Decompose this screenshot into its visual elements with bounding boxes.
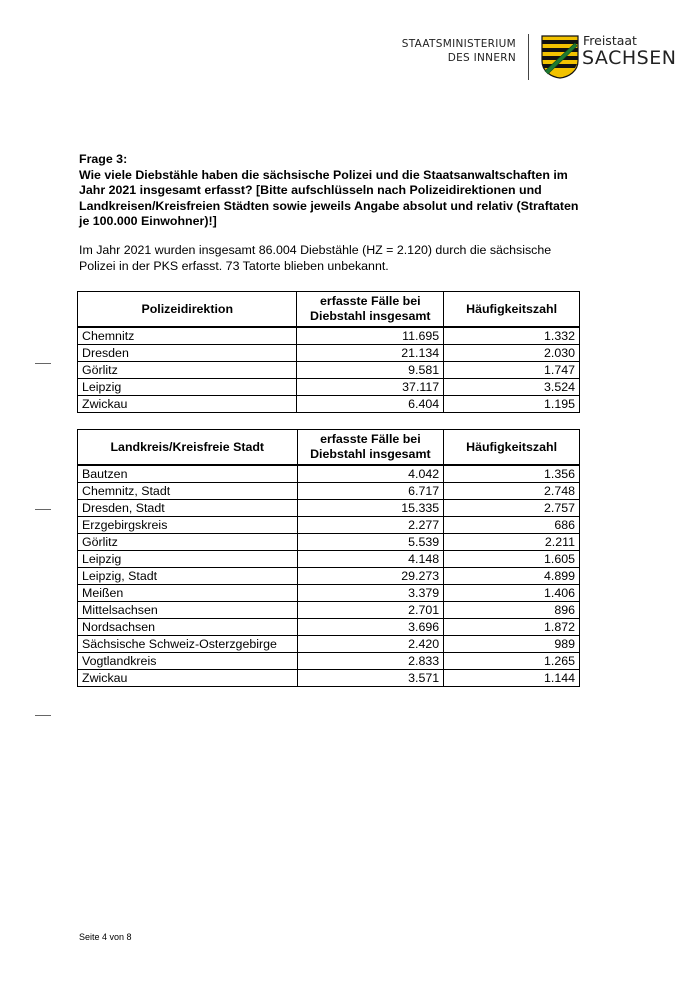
ministry-name (366, 37, 516, 65)
page-number: Seite 4 von 8 (79, 932, 132, 942)
cases-cell: 4.042 (297, 465, 444, 483)
cases-cell: 11.695 (297, 327, 444, 345)
region-cell: Sächsische Schweiz-Osterzgebirge (78, 636, 298, 653)
table-row (78, 653, 580, 670)
state-label-large: SACHSEN (582, 47, 677, 69)
question-block (79, 152, 584, 230)
region-cell: Zwickau (78, 396, 297, 413)
frequency-cell: 2.757 (444, 500, 580, 517)
margin-mark (35, 715, 51, 716)
table-row (78, 534, 580, 551)
region-cell: Nordsachsen (78, 619, 298, 636)
table-row (78, 345, 580, 362)
question-label: Frage 3: (79, 152, 128, 166)
cases-cell: 5.539 (297, 534, 444, 551)
state-label-small: Freistaat (583, 33, 637, 48)
frequency-cell: 896 (444, 602, 580, 619)
table-row (78, 362, 580, 379)
frequency-cell: 1.144 (444, 670, 580, 687)
frequency-cell: 2.748 (444, 483, 580, 500)
frequency-cell: 2.211 (444, 534, 580, 551)
column-header: erfasste Fälle bei Diebstahl insgesamt (297, 292, 444, 328)
cases-cell: 3.696 (297, 619, 444, 636)
cases-cell: 9.581 (297, 362, 444, 379)
cases-cell: 2.277 (297, 517, 444, 534)
cases-cell: 4.148 (297, 551, 444, 568)
region-cell: Zwickau (78, 670, 298, 687)
table-header-row (78, 292, 580, 328)
table-row (78, 327, 580, 345)
cases-cell: 29.273 (297, 568, 444, 585)
table-row (78, 379, 580, 396)
region-cell: Görlitz (78, 534, 298, 551)
region-cell: Dresden (78, 345, 297, 362)
region-cell: Vogtlandkreis (78, 653, 298, 670)
cases-cell: 2.420 (297, 636, 444, 653)
table-row (78, 602, 580, 619)
table-landkreis (77, 429, 580, 687)
saxony-crest-icon (541, 35, 579, 79)
region-cell: Meißen (78, 585, 298, 602)
table-row (78, 500, 580, 517)
frequency-cell: 1.265 (444, 653, 580, 670)
table-row (78, 517, 580, 534)
cases-cell: 15.335 (297, 500, 444, 517)
table-row (78, 585, 580, 602)
region-cell: Bautzen (78, 465, 298, 483)
ministry-line-1: STAATSMINISTERIUM (401, 38, 516, 50)
frequency-cell: 3.524 (444, 379, 580, 396)
margin-mark (35, 363, 51, 364)
region-cell: Leipzig (78, 379, 297, 396)
column-header: Landkreis/Kreisfreie Stadt (78, 430, 298, 466)
region-cell: Leipzig (78, 551, 298, 568)
frequency-cell: 686 (444, 517, 580, 534)
cases-cell: 3.379 (297, 585, 444, 602)
table-polizeidirektion (77, 291, 580, 413)
region-cell: Dresden, Stadt (78, 500, 298, 517)
region-cell: Mittelsachsen (78, 602, 298, 619)
frequency-cell: 1.356 (444, 465, 580, 483)
frequency-cell: 4.899 (444, 568, 580, 585)
ministry-line-2: DES INNERN (447, 52, 516, 64)
frequency-cell: 1.332 (444, 327, 580, 345)
frequency-cell: 2.030 (444, 345, 580, 362)
table-row (78, 619, 580, 636)
region-cell: Leipzig, Stadt (78, 568, 298, 585)
cases-cell: 2.833 (297, 653, 444, 670)
column-header: Polizeidirektion (78, 292, 297, 328)
frequency-cell: 989 (444, 636, 580, 653)
question-text: Wie viele Diebstähle haben die sächsische Polizei und die Staatsanwaltschaften im Jahr 2021 insgesamt erfasst? [Bitte aufschlüsseln nach Polizeidirektionen und Landkreisen/Kreisfreien Städten sowie jeweils Angabe absolut und relativ (Straftaten je 100.000 Einwohner)!] (79, 167, 579, 228)
answer-text: Im Jahr 2021 wurden insgesamt 86.004 Diebstähle (HZ = 2.120) durch die sächsische Polizei in der PKS erfasst. 73 Tatorte blieben unbekannt. (79, 243, 552, 273)
table-row (78, 465, 580, 483)
region-cell: Chemnitz (78, 327, 297, 345)
table-row (78, 636, 580, 653)
table-row (78, 551, 580, 568)
region-cell: Görlitz (78, 362, 297, 379)
frequency-cell: 1.872 (444, 619, 580, 636)
table-row (78, 568, 580, 585)
cases-cell: 2.701 (297, 602, 444, 619)
cases-cell: 37.117 (297, 379, 444, 396)
column-header: erfasste Fälle bei Diebstahl insgesamt (297, 430, 444, 466)
frequency-cell: 1.747 (444, 362, 580, 379)
page-header (0, 0, 700, 100)
cases-cell: 3.571 (297, 670, 444, 687)
frequency-cell: 1.195 (444, 396, 580, 413)
column-header: Häufigkeitszahl (444, 430, 580, 466)
cases-cell: 6.717 (297, 483, 444, 500)
region-cell: Chemnitz, Stadt (78, 483, 298, 500)
header-divider (528, 34, 529, 80)
table-row (78, 396, 580, 413)
margin-mark (35, 509, 51, 510)
region-cell: Erzgebirgskreis (78, 517, 298, 534)
table-row (78, 670, 580, 687)
frequency-cell: 1.406 (444, 585, 580, 602)
table-header-row (78, 430, 580, 466)
table-row (78, 483, 580, 500)
column-header: Häufigkeitszahl (444, 292, 580, 328)
frequency-cell: 1.605 (444, 551, 580, 568)
cases-cell: 6.404 (297, 396, 444, 413)
cases-cell: 21.134 (297, 345, 444, 362)
